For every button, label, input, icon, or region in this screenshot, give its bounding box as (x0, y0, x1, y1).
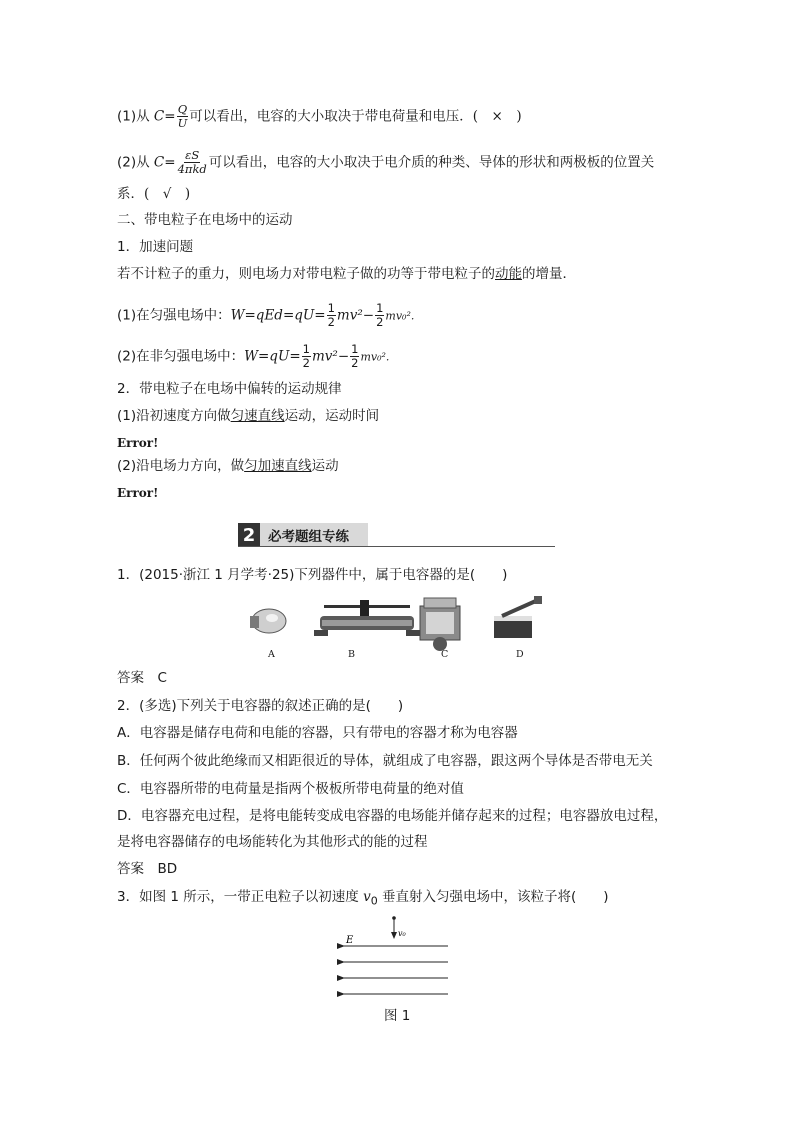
fraction-numerator: 1 (302, 342, 310, 356)
answer-2: 答案 BD (117, 861, 178, 877)
equation-part: mv²− (311, 348, 350, 365)
es-over-4pikd-fraction (177, 149, 208, 176)
equals-sign: = (164, 108, 176, 125)
statement-2 (117, 149, 654, 176)
fraction-numerator: 1 (327, 301, 335, 315)
fraction-numerator: Q (177, 102, 188, 116)
fraction-denominator: 2 (327, 315, 335, 329)
subsection-acceleration: 1．加速问题 (117, 239, 194, 255)
question-3 (117, 888, 609, 911)
question-2: 2．(多选)下列关于电容器的叙述正确的是( ) (117, 698, 404, 714)
fraction-denominator: 2 (351, 356, 359, 370)
option-d-line-1: D．电容器充电过程，是将电能转变成电容器的电场能并储存起来的过程；电容器放电过程， (117, 808, 668, 824)
underlined-term: 匀加速直线 (244, 458, 312, 474)
statement-1 (117, 103, 522, 130)
statement-2-text: 可以看出，电容的大小取决于电介质的种类、导体的形状和两极板的位置关 (208, 154, 655, 171)
bulb-image (250, 609, 286, 633)
statement-2-prefix: (2)从 (117, 154, 154, 171)
fraction-denominator: 2 (376, 315, 384, 329)
underlined-term: 动能 (495, 266, 522, 282)
option-b: B．任何两个彼此绝缘而又相距很近的导体，就组成了电容器，跟这两个导体是否带电无关 (117, 753, 653, 769)
fraction-denominator: 4πkd (177, 162, 207, 176)
label-c: C (441, 649, 449, 660)
capacitance-symbol: C (153, 154, 165, 171)
fraction-numerator: 1 (376, 301, 384, 315)
electric-field-diagram (336, 912, 456, 1002)
component-images (240, 592, 560, 662)
text-part: 3．如图 1 所示，一带正电粒子以初速度 (117, 889, 364, 905)
text-part: 若不计粒子的重力，则电场力对带电粒子做的功等于带电粒子的 (117, 266, 495, 282)
acceleration-text (117, 265, 576, 283)
text-part: 垂直射入匀强电场中，该粒子将( ) (377, 889, 609, 905)
banner-title: 必考题组专练 (268, 529, 349, 545)
underlined-term: 匀速直线 (230, 408, 285, 424)
equation-part: mv₀². (360, 350, 390, 364)
error-placeholder-1: Error! (117, 436, 159, 450)
option-a: A．电容器是储存电荷和电能的容器，只有带电的容器才称为电容器 (117, 725, 518, 741)
text-part: (2)沿电场力方向，做 (117, 458, 245, 474)
variable-capacitor-image (420, 598, 460, 651)
equation-part: W=qU= (244, 348, 301, 365)
text-part: 运动，运动时间 (284, 408, 380, 424)
half-fraction (327, 302, 336, 329)
half-fraction (375, 302, 384, 329)
answer-1: 答案 C (117, 670, 167, 686)
knife-switch-image (494, 596, 542, 638)
deflection-line-1 (117, 407, 379, 425)
velocity-symbol: v (363, 889, 371, 905)
capacitance-symbol: C (153, 108, 165, 125)
banner-number: 2 (238, 523, 260, 547)
fraction-denominator: U (177, 116, 188, 130)
equation-part: mv₀². (385, 309, 415, 323)
equation-uniform-field (117, 302, 414, 329)
velocity-arrowhead (391, 932, 397, 939)
q-over-u-fraction (177, 103, 189, 130)
equation-part: mv²− (336, 307, 375, 324)
option-c: C．电容器所带的电荷量是指两个极板所带电荷量的绝对值 (117, 781, 464, 797)
deflection-line-2 (117, 457, 339, 475)
fraction-denominator: 2 (302, 356, 310, 370)
text-part: 的增量． (522, 266, 576, 282)
banner-divider (238, 546, 555, 547)
label-b: B (348, 649, 355, 660)
equation-nonuniform-field (117, 343, 389, 370)
subsection-deflection: 2．带电粒子在电场中偏转的运动规律 (117, 381, 342, 397)
fraction-numerator: 1 (351, 342, 359, 356)
question-1: 1．(2015·浙江 1 月学考·25)下列器件中，属于电容器的是( ) (117, 567, 508, 583)
option-d-line-2: 是将电容器储存的电场能转化为其他形式的能的过程 (117, 834, 428, 850)
equation-label: (2)在非匀强电场中： (117, 348, 245, 365)
equation-label: (1)在匀强电场中： (117, 307, 231, 324)
figure-caption: 图 1 (384, 1008, 411, 1024)
section-title: 二、带电粒子在电场中的运动 (117, 212, 293, 228)
label-d: D (516, 649, 524, 660)
section-banner (238, 523, 368, 547)
fraction-numerator: εS (185, 148, 200, 162)
half-fraction (350, 343, 359, 370)
field-label-e: E (346, 935, 354, 946)
label-a: A (268, 649, 275, 660)
velocity-subscript: 0 (370, 894, 378, 908)
velocity-label: v₀ (398, 929, 406, 938)
equals-sign: = (164, 154, 176, 171)
statement-2-continued: 系．( √ ) (117, 186, 191, 202)
text-part: 运动 (311, 458, 339, 474)
error-placeholder-2: Error! (117, 486, 159, 500)
text-part: (1)沿初速度方向做 (117, 408, 231, 424)
statement-1-prefix: (1)从 (117, 108, 154, 125)
statement-1-text: 可以看出，电容的大小取决于带电荷量和电压．( × ) (189, 108, 522, 125)
rheostat-image (314, 600, 420, 636)
equation-part: W=qEd=qU= (230, 307, 326, 324)
half-fraction (302, 343, 311, 370)
